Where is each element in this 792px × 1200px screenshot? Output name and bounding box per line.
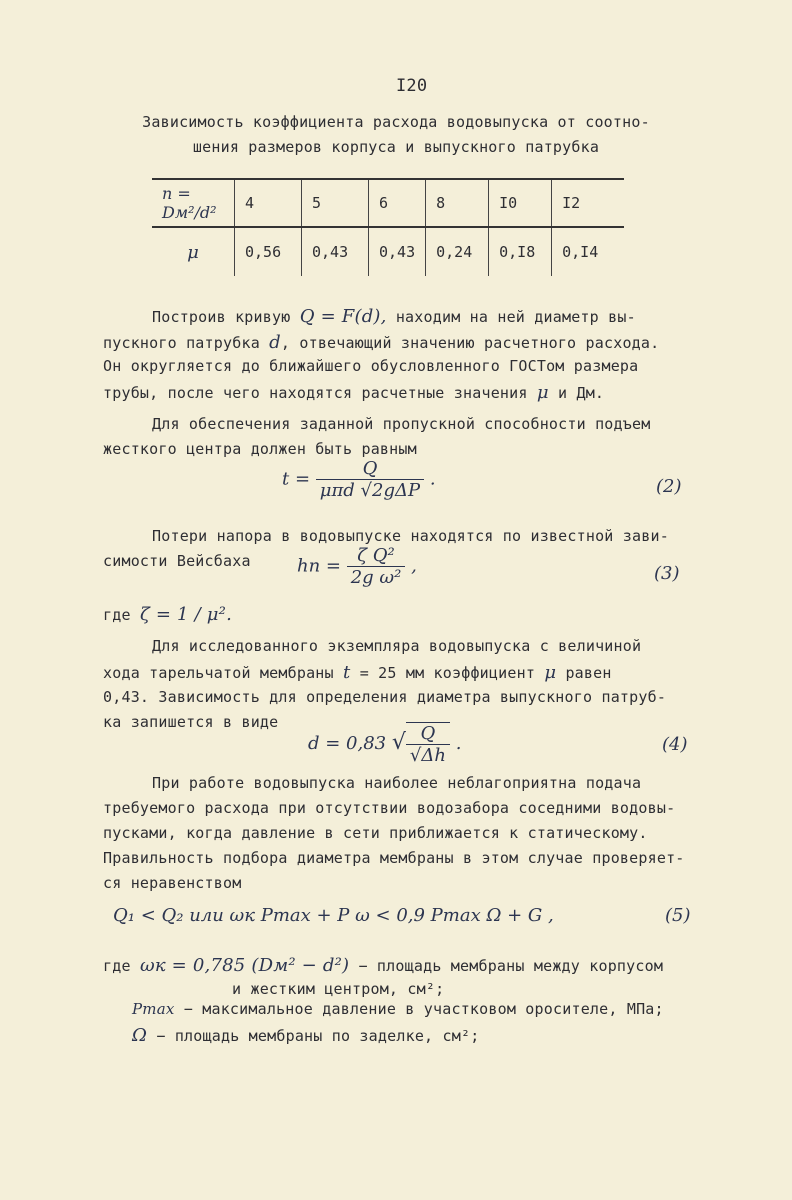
equation-3-number: (3) <box>654 563 680 584</box>
equation-3: hп = $\frac{\text{ζ Q²}}{\text{2g ω²}}$ , <box>297 545 417 588</box>
paragraph-3-line-2: симости Вейсбаха <box>103 552 251 570</box>
table-row-label: μ <box>152 227 235 276</box>
paragraph-5-line-1: При работе водовыпуска наиболее неблагоприятна подача <box>152 774 642 792</box>
ratio-table <box>152 178 624 276</box>
table-header-row <box>152 179 624 227</box>
equation-2: t = $\frac{Q}{\text{μπd √2gΔP}}$ . <box>282 458 436 501</box>
table-header-cell: I0 <box>489 179 552 227</box>
table-cell: 0,56 <box>235 227 302 276</box>
table-header-label: n = Dм²/d² <box>152 179 235 227</box>
table-cell: 0,I4 <box>562 243 599 261</box>
table-header-cell: I2 <box>552 179 625 227</box>
paragraph-4-line-2: хода тарельчатой мембраны t = 25 мм коэффициент μ равен <box>103 662 612 683</box>
paragraph-5-line-4: Правильность подбора диаметра мембраны в этом случае проверяет- <box>103 849 685 867</box>
paragraph-1-line-1: Построив кривую Q = F(d), находим на ней диаметр вы- <box>152 306 636 327</box>
table-cell: 0,43 <box>369 227 426 276</box>
table-header-cell: 4 <box>235 179 302 227</box>
definition-omega-k-cont: и жестким центром, см²; <box>232 980 445 998</box>
definition-omega-k: где ωк = 0,785 (Dм² − d²) − площадь мембраны между корпусом <box>103 955 664 976</box>
table-header-cell: 5 <box>302 179 369 227</box>
table-caption-line-1: Зависимость коэффициента расхода водовыпуска от соотно- <box>142 113 650 131</box>
definition-omega: Ω − площадь мембраны по заделке, см²; <box>132 1025 480 1046</box>
table-caption-line-2: шения размеров корпуса и выпускного патрубка <box>192 138 600 156</box>
table-cell: 0,43 <box>302 227 369 276</box>
paragraph-4-line-4: ка запишется в виде <box>103 713 279 731</box>
page-number: I20 <box>396 76 428 96</box>
paragraph-4-line-3: 0,43. Зависимость для определения диаметра выпускного патруб- <box>103 688 667 706</box>
paragraph-1-line-2: пускного патрубка d, отвечающий значению расчетного расхода. <box>103 332 660 353</box>
equation-5: Q₁ < Q₂ или ωк Pmax + P ω < 0,9 Pmax Ω + G , <box>113 905 554 926</box>
where-zeta-line: где ζ = 1 / μ². <box>103 604 233 625</box>
equation-4: d = 0,83 √ $\frac{Q}{√\Delta h}$ . <box>308 723 462 766</box>
paragraph-3-line-1: Потери напора в водовыпуске находятся по известной зави- <box>152 527 669 545</box>
table-cell: 0,24 <box>426 227 489 276</box>
paragraph-1-line-4: трубы, после чего находятся расчетные значения μ и Дм. <box>103 382 605 403</box>
paragraph-4-line-1: Для исследованного экземпляра водовыпуска с величиной <box>152 637 642 655</box>
equation-5-number: (5) <box>665 905 691 926</box>
table-cell: 0,I8 <box>489 227 552 276</box>
definition-pmax: Pmax − максимальное давление в участковом оросителе, МПа; <box>132 1000 664 1018</box>
table-data-row <box>152 227 624 276</box>
table-header-cell: 6 <box>369 179 426 227</box>
paragraph-5-line-5: ся неравенством <box>103 874 242 892</box>
equation-2-number: (2) <box>656 476 682 497</box>
table-header-cell: 8 <box>426 179 489 227</box>
paragraph-2-line-2: жесткого центра должен быть равным <box>103 440 417 458</box>
paragraph-2-line-1: Для обеспечения заданной пропускной способности подъем <box>152 415 651 433</box>
paragraph-1-line-3: Он округляется до ближайшего обусловленного ГОСТом размера <box>103 357 639 375</box>
equation-4-number: (4) <box>662 734 688 755</box>
paragraph-5-line-3: пусками, когда давление в сети приближается к статическому. <box>103 824 648 842</box>
paragraph-5-line-2: требуемого расхода при отсутствии водозабора соседними водовы- <box>103 799 676 817</box>
